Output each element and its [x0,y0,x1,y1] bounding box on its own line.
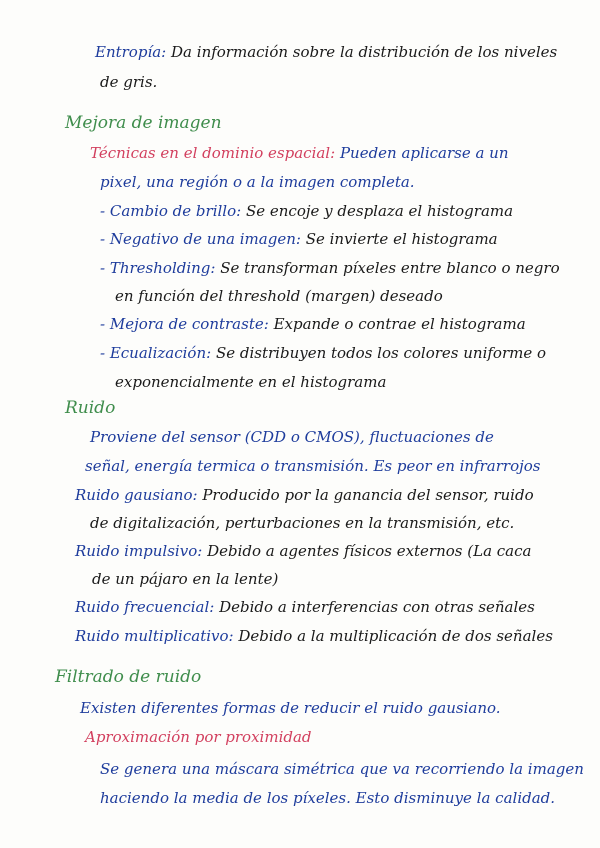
entropia-text: Da información sobre la distribución de los niveles [171,43,558,61]
item-term: - Cambio de brillo: [100,202,242,220]
tecnicas-term: Técnicas en el dominio espacial: [90,144,336,162]
ruido-frecuencial-term: Ruido frecuencial: [75,598,215,616]
item-term: - Mejora de contraste: [100,315,269,333]
filtrado-heading: Filtrado de ruido [55,667,202,687]
mejora-item-ecualizacion-cont: exponencialmente en el histograma [115,373,387,391]
ruido-heading: Ruido [65,398,116,418]
item-text: Se transforman píxeles entre blanco o negro [220,259,560,277]
item-text: Se encoje y desplaza el histograma [245,202,514,220]
tecnicas-line-2: pixel, una región o a la imagen completa. [100,173,415,191]
ruido-impulsivo-text: Debido a agentes físicos externos (La caca [207,542,532,560]
ruido-gausiano-text: Producido por la ganancia del sensor, ruido [202,486,534,504]
ruido-multiplicativo-text: Debido a la multiplicación de dos señales [238,627,553,645]
ruido-intro-2: señal, energía termica o transmisión. Es peor en infrarrojos [85,457,541,475]
filtrado-intro: Existen diferentes formas de reducir el ruido gausiano. [80,699,501,717]
ruido-impulsivo-line-1 [75,541,531,561]
mejora-item-brillo [100,201,513,221]
aproximacion-heading: Aproximación por proximidad [85,728,312,746]
ruido-impulsivo-line-2: de un pájaro en la lente) [92,570,279,588]
ruido-gausiano-line-1 [75,485,534,505]
item-text: Se distribuyen todos los colores uniforme o [215,344,547,362]
entropia-line-1 [95,42,557,62]
ruido-multiplicativo-term: Ruido multiplicativo: [75,627,234,645]
aproximacion-line-1: Se genera una máscara simétrica que va recorriendo la imagen [100,760,584,778]
mejora-item-contraste [100,314,526,334]
entropia-term: Entropía: [95,43,167,61]
mejora-item-thresholding-cont: en función del threshold (margen) deseado [115,287,443,305]
aproximacion-line-2: haciendo la media de los píxeles. Esto disminuye la calidad. [100,789,556,807]
entropia-line-2: de gris. [100,73,158,91]
tecnicas-text: Pueden aplicarse a un [339,144,509,162]
mejora-item-thresholding [100,258,560,278]
ruido-gausiano-term: Ruido gausiano: [75,486,198,504]
tecnicas-line-1 [90,143,509,163]
ruido-gausiano-line-2: de digitalización, perturbaciones en la transmisión, etc. [90,514,515,532]
item-term: - Negativo de una imagen: [100,230,301,248]
ruido-frecuencial-line [75,597,535,617]
mejora-item-negativo [100,229,498,249]
ruido-impulsivo-term: Ruido impulsivo: [75,542,203,560]
ruido-intro-1: Proviene del sensor (CDD o CMOS), fluctuaciones de [90,428,494,446]
mejora-heading: Mejora de imagen [65,113,222,133]
mejora-item-ecualizacion [100,343,546,363]
item-text: Expande o contrae el histograma [273,315,526,333]
item-text: Se invierte el histograma [305,230,498,248]
item-term: - Thresholding: [100,259,216,277]
item-term: - Ecualización: [100,344,212,362]
ruido-frecuencial-text: Debido a interferencias con otras señales [219,598,535,616]
ruido-multiplicativo-line [75,626,553,646]
